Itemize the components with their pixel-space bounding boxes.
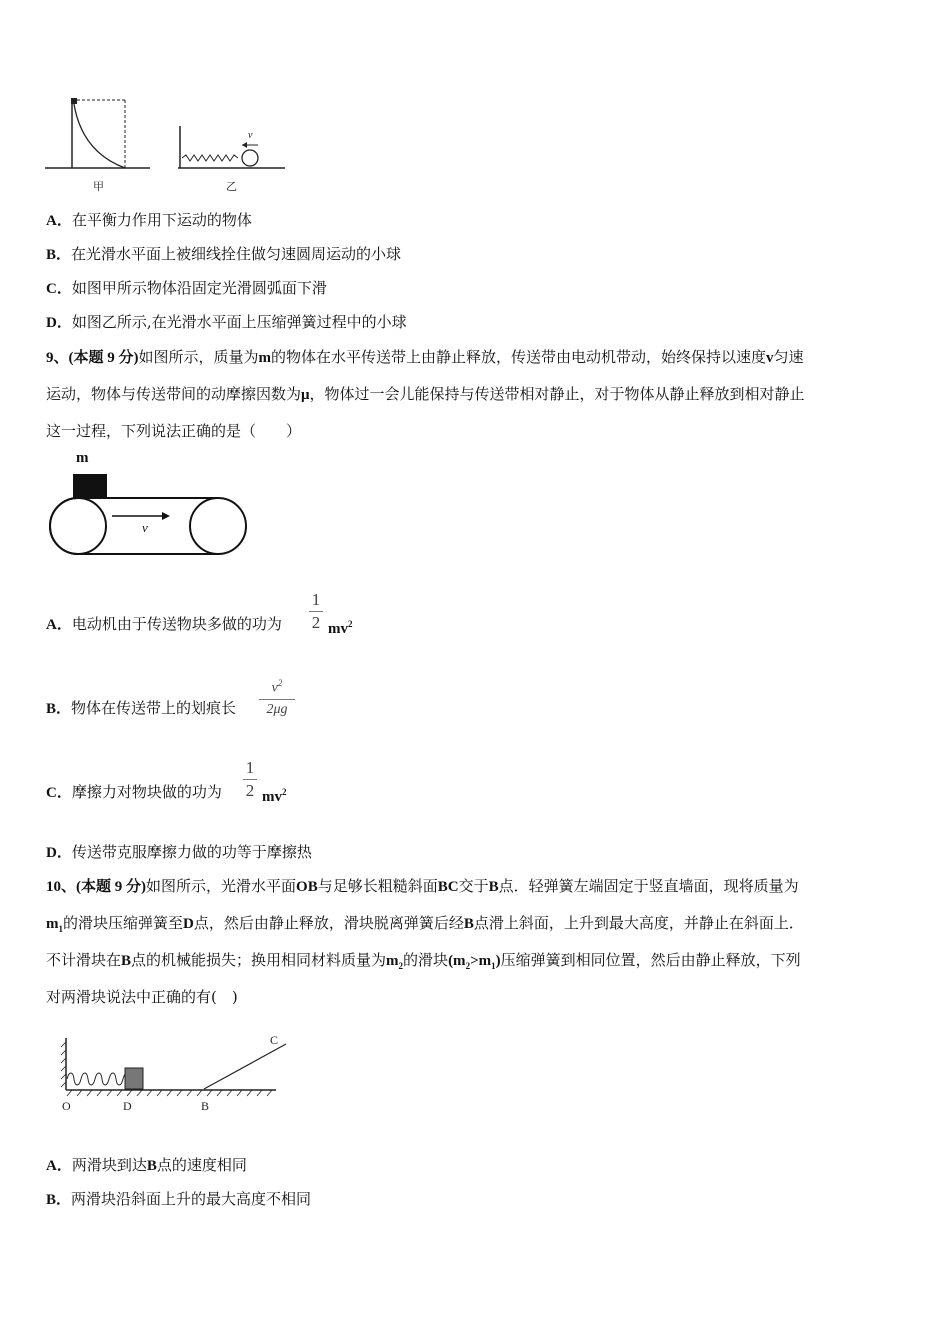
q9-option-d: D．传送带克服摩擦力做的功等于摩擦热 (46, 843, 312, 861)
q10-stem-line3: 不计滑块在B点的机械能损失；换用相同材料质量为$m_2$的滑块$(m_2>m_1)$压缩弹簧到相同位置，然后由静止释放，下列 (46, 951, 801, 971)
q9-option-a: A．电动机由于传送物块多做的功为 (46, 615, 282, 633)
incline-bc (204, 1044, 286, 1089)
point-c-label: C (270, 1033, 279, 1047)
block-mass-label: m (76, 450, 89, 466)
q9-option-b: B．物体在传送带上的划痕长 (46, 699, 237, 717)
q9-stem-line3: 这一过程，下列说法正确的是（ ） (46, 422, 302, 440)
q9-option-a-tail: $mv^2$ (328, 619, 353, 637)
label-yi: 乙 (226, 181, 237, 193)
q9-stem-line2: 运动，物体与传送带间的动摩擦因数为μ，物体过一会儿能保持与传送带相对静止，对于物体从静止释放到相对静止 (46, 385, 805, 403)
pulley-right (190, 498, 246, 554)
q8-option-c: C．如图甲所示物体沿固定光滑圆弧面下滑 (46, 279, 327, 297)
spring (67, 1073, 130, 1085)
point-o-label: O (62, 1099, 71, 1113)
q8-option-a: A．在平衡力作用下运动的物体 (46, 211, 252, 229)
q9-option-a-fraction: 1 2 (309, 590, 323, 633)
q9-option-c: C．摩擦力对物块做的功为 (46, 783, 222, 801)
figure-spring-incline (58, 1030, 293, 1118)
point-b-label: B (201, 1099, 210, 1113)
q9-option-c-tail: $mv^2$ (262, 787, 287, 805)
figure-jia-yi (40, 92, 290, 197)
label-jia: 甲 (93, 181, 104, 193)
figure-yi (178, 126, 285, 193)
q9-stem-line1: 9、(本题 9 分)如图所示，质量为m的物体在水平传送带上由静止释放，传送带由电动机带动，始终保持以速度v匀速 (46, 348, 804, 366)
velocity-v-label: v (142, 520, 148, 535)
q10-stem-line4: 对两滑块说法中正确的有( ) (46, 988, 238, 1006)
q10-stem-line2: $m_1$的滑块压缩弹簧至D点，然后由静止释放，滑块脱离弹簧后经B点滑上斜面，上升到最大高度，并静止在斜面上． (46, 914, 804, 934)
figure-conveyor-belt (44, 446, 254, 561)
block-m (73, 474, 107, 498)
q9-option-c-fraction: 1 2 (243, 758, 257, 801)
slider-block (125, 1068, 143, 1089)
q10-stem-line1: 10、(本题 9 分)如图所示，光滑水平面OB与足够长粗糙斜面BC交于B点．轻弹簧左端固定于竖直墙面，现将质量为 (46, 877, 799, 895)
point-d-label: D (123, 1099, 132, 1113)
q8-option-b: B．在光滑水平面上被细线拴住做匀速圆周运动的小球 (46, 245, 402, 263)
figure-jia (45, 98, 150, 193)
q10-option-b: B．两滑块沿斜面上升的最大高度不相同 (46, 1190, 312, 1208)
q9-option-b-fraction: $v^2$ 2μg (259, 674, 295, 719)
q10-option-a: A．两滑块到达B点的速度相同 (46, 1156, 247, 1174)
q8-option-d: D．如图乙所示,在光滑水平面上压缩弹簧过程中的小球 (46, 313, 407, 331)
velocity-label: v (248, 130, 253, 141)
